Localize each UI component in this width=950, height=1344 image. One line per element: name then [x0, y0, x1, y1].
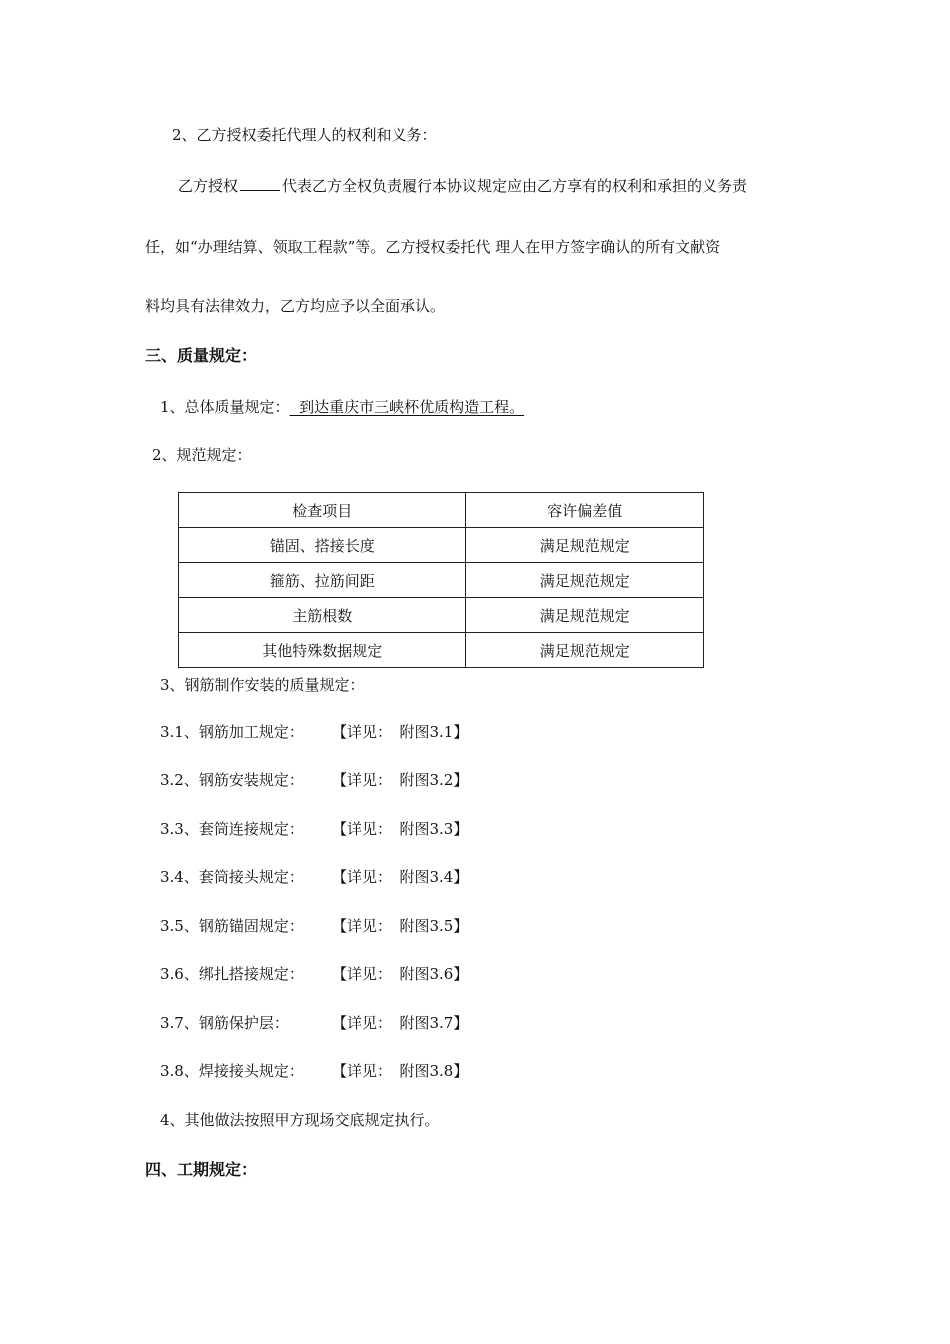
table-row	[179, 598, 704, 633]
other-practices-item: 4、其他做法按照甲方现场交底规定执行。	[160, 1111, 440, 1129]
table-cell-tolerance: 满足规范规定	[466, 598, 704, 633]
sub-item-label: 3.3、套筒连接规定：	[160, 820, 304, 838]
sub-item-label: 3.4、套筒接头规定：	[160, 868, 304, 886]
sub-item-reference: 【详见： 附图3.4】	[332, 868, 469, 886]
table-cell-item: 其他特殊数据规定	[179, 633, 466, 668]
authorization-paragraph-line-3: 料均具有法律效力，乙方均应予以全面承认。	[145, 297, 446, 315]
sub-item-reference: 【详见： 附图3.1】	[332, 723, 469, 741]
agent-name-blank	[240, 175, 280, 191]
table-cell-tolerance: 满足规范规定	[466, 528, 704, 563]
table-header-row	[179, 493, 704, 528]
sub-item-reference: 【详见： 附图3.8】	[332, 1062, 469, 1080]
spec-requirement-label: 2、规范规定：	[152, 446, 252, 464]
sub-item-reference: 【详见： 附图3.2】	[332, 771, 469, 789]
sub-item-label: 3.6、绑扎搭接规定：	[160, 965, 304, 983]
sub-item-label: 3.5、钢筋锚固规定：	[160, 917, 304, 935]
table-cell-item: 锚固、搭接长度	[179, 528, 466, 563]
sub-item-reference: 【详见： 附图3.7】	[332, 1014, 469, 1032]
table-row	[179, 633, 704, 668]
section-3-heading: 三、质量规定：	[145, 346, 258, 365]
sub-item-label: 3.2、钢筋安装规定：	[160, 771, 304, 789]
authorization-paragraph-line-2: 任，如“办理结算、领取工程款”等。乙方授权委托代 理人在甲方签字确认的所有文献资	[145, 238, 721, 256]
overall-quality-requirement	[160, 397, 524, 417]
table-cell-item: 主筋根数	[179, 598, 466, 633]
sub-item-label: 3.8、焊接接头规定：	[160, 1062, 304, 1080]
item-2-title: 2、乙方授权委托代理人的权利和义务：	[172, 126, 437, 144]
table-cell-item: 箍筋、拉筋间距	[179, 563, 466, 598]
spec-table	[178, 492, 704, 668]
table-row	[179, 528, 704, 563]
authorization-paragraph-line-1	[178, 175, 747, 196]
section-4-heading: 四、工期规定：	[145, 1160, 258, 1179]
authorization-prefix: 乙方授权	[178, 177, 239, 195]
rebar-quality-label: 3、钢筋制作安装的质量规定：	[160, 676, 365, 694]
overall-quality-label: 1、总体质量规定：	[160, 398, 290, 416]
authorization-line-1-rest: 代表乙方全权负责履行本协议规定应由乙方享有的权利和承担的义务责	[282, 177, 748, 195]
table-cell-tolerance: 满足规范规定	[466, 633, 704, 668]
table-cell-tolerance: 满足规范规定	[466, 563, 704, 598]
sub-item-reference: 【详见： 附图3.3】	[332, 820, 469, 838]
sub-item-reference: 【详见： 附图3.5】	[332, 917, 469, 935]
overall-quality-value: 到达重庆市三峡杯优质构造工程。	[289, 398, 525, 416]
table-header-tolerance: 容许偏差值	[466, 493, 704, 528]
table-header-item: 检查项目	[179, 493, 466, 528]
sub-item-label: 3.1、钢筋加工规定：	[160, 723, 304, 741]
sub-item-reference: 【详见： 附图3.6】	[332, 965, 469, 983]
sub-item-label: 3.7、钢筋保护层：	[160, 1014, 289, 1032]
table-row	[179, 563, 704, 598]
